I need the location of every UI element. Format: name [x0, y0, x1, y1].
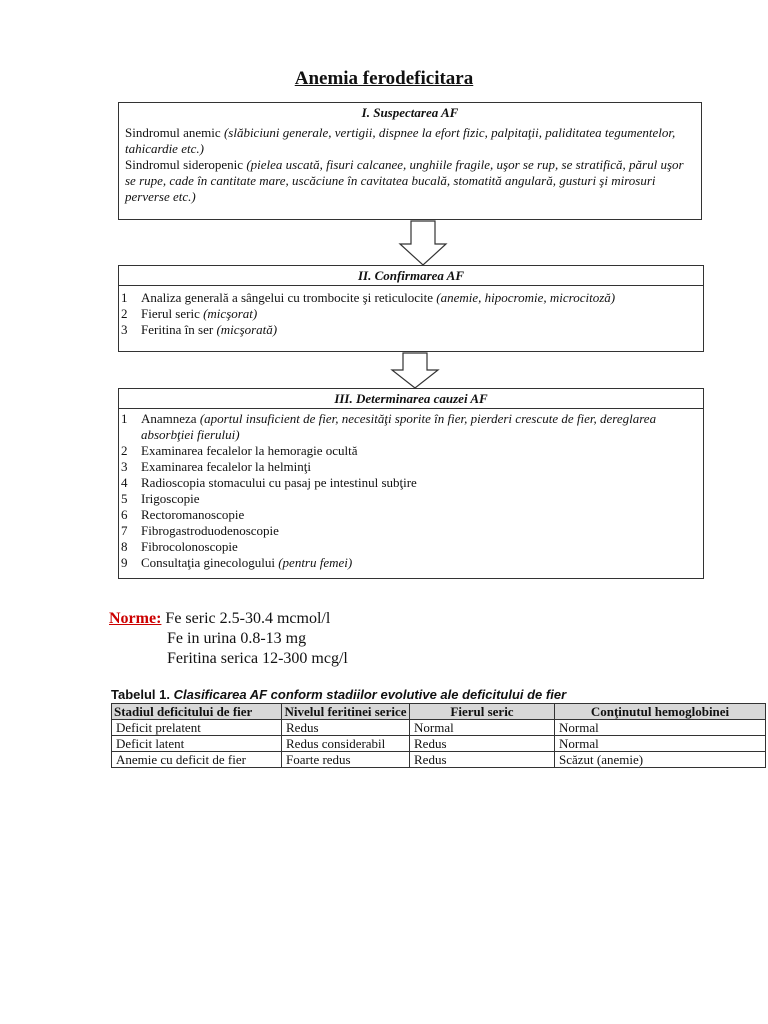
item-text: Anamneza	[141, 411, 200, 426]
item-text-wrap	[141, 555, 699, 571]
item-text-wrap	[141, 539, 699, 555]
item-number: 7	[121, 523, 128, 538]
classification-table	[111, 703, 766, 768]
cause-item	[121, 475, 699, 491]
item-text: Fibrogastroduodenoscopie	[141, 523, 279, 538]
item-text: Fibrocolonoscopie	[141, 539, 238, 554]
table-cell: Normal	[410, 720, 555, 736]
item-text-wrap	[141, 306, 699, 322]
table-cell: Anemie cu deficit de fier	[112, 752, 282, 768]
item-number: 2	[121, 443, 128, 458]
item-text-wrap	[141, 443, 699, 459]
item-number: 3	[121, 322, 128, 337]
sideropenic-syndrome	[125, 157, 695, 205]
item-number: 1	[121, 290, 128, 305]
confirmation-heading: II. Confirmarea AF	[119, 266, 703, 286]
norm-line: Feritina serica 12-300 mcg/l	[167, 650, 348, 667]
table-cell: Deficit latent	[112, 736, 282, 752]
table-row	[112, 736, 766, 752]
item-detail: (pentru femei)	[278, 555, 353, 570]
item-text: Consultaţia ginecologului	[141, 555, 279, 570]
item-text: Analiza generală a sângelui cu trombocite şi reticulocite	[141, 290, 437, 305]
table-cell: Redus considerabil	[282, 736, 410, 752]
norms	[109, 609, 348, 669]
item-text: Feritina în ser	[141, 322, 217, 337]
item-text: Fierul seric	[141, 306, 204, 321]
cause-item	[121, 555, 699, 571]
item-detail: (micşorat)	[203, 306, 258, 321]
item-number: 8	[121, 539, 128, 554]
item-text-wrap	[141, 507, 699, 523]
norms-label: Norme:	[109, 610, 162, 627]
sideropenic-syndrome-detail: (pielea uscată, fisuri calcanee, unghiile fragile, uşor se rup, se stratifică, părul uşor se rupe, cade în cantitate mare, uscăciune în cavitatea bucală, stomatită angulară, gusturi şi mirosuri perverse etc.)	[125, 157, 684, 204]
table-cell: Normal	[555, 720, 766, 736]
table-cell: Scăzut (anemie)	[555, 752, 766, 768]
table-header: Stadiul deficitului de fier	[112, 704, 282, 720]
item-text-wrap	[141, 411, 699, 443]
suspicion-box	[118, 102, 702, 220]
item-detail: (micşorată)	[216, 322, 278, 337]
cause-heading: III. Determinarea cauzei AF	[119, 389, 703, 409]
cause-item	[121, 539, 699, 555]
cause-box	[118, 388, 704, 579]
confirmation-item	[121, 306, 699, 322]
item-text: Irigoscopie	[141, 491, 200, 506]
table-row	[112, 752, 766, 768]
sideropenic-syndrome-label: Sindromul sideropenic	[125, 157, 247, 172]
confirmation-item	[121, 290, 699, 306]
table-cell: Redus	[282, 720, 410, 736]
item-text-wrap	[141, 491, 699, 507]
table-header: Conţinutul hemoglobinei	[555, 704, 766, 720]
page-title: Anemia ferodeficitara	[294, 68, 474, 89]
norm-line: Fe seric 2.5-30.4 mcmol/l	[165, 610, 331, 627]
table-cell: Normal	[555, 736, 766, 752]
item-text: Rectoromanoscopie	[141, 507, 245, 522]
anemic-syndrome	[125, 125, 695, 157]
confirmation-box	[118, 265, 704, 352]
item-text-wrap	[141, 523, 699, 539]
table-header-row	[112, 704, 766, 720]
anemic-syndrome-label: Sindromul anemic	[125, 125, 224, 140]
table-caption-text: Clasificarea AF conform stadiilor evolutive ale deficitului de fier	[173, 687, 567, 702]
table-header: Fierul seric	[410, 704, 555, 720]
down-arrow-icon	[390, 352, 440, 389]
item-text: Radioscopia stomacului cu pasaj pe intestinul subţire	[141, 475, 417, 490]
item-number: 9	[121, 555, 128, 570]
item-text: Examinarea fecalelor la hemoragie ocultă	[141, 443, 358, 458]
table-cell: Foarte redus	[282, 752, 410, 768]
norm-line: Fe in urina 0.8-13 mg	[167, 630, 307, 647]
down-arrow-icon	[398, 220, 448, 266]
table-row	[112, 720, 766, 736]
table-caption-number: Tabelul 1.	[111, 687, 174, 702]
table-cell: Redus	[410, 752, 555, 768]
item-number: 6	[121, 507, 128, 522]
cause-item	[121, 491, 699, 507]
table-header: Nivelul feritinei serice	[282, 704, 410, 720]
table-cell: Redus	[410, 736, 555, 752]
cause-item	[121, 507, 699, 523]
item-detail: (anemie, hipocromie, microcitoză)	[436, 290, 616, 305]
item-text-wrap	[141, 459, 699, 475]
item-text-wrap	[141, 322, 699, 338]
item-number: 4	[121, 475, 128, 490]
cause-item	[121, 443, 699, 459]
item-text-wrap	[141, 290, 699, 306]
suspicion-heading: I. Suspectarea AF	[361, 105, 459, 120]
item-text-wrap	[141, 475, 699, 491]
item-text: Examinarea fecalelor la helminţi	[141, 459, 311, 474]
cause-item	[121, 523, 699, 539]
item-number: 1	[121, 411, 128, 426]
item-number: 2	[121, 306, 128, 321]
cause-item	[121, 411, 699, 443]
item-detail: (aportul insuficient de fier, necesităţi sporite în fier, pierderi crescute de fier, dereglarea absorbţiei fierului)	[141, 411, 657, 442]
table-cell: Deficit prelatent	[112, 720, 282, 736]
item-number: 3	[121, 459, 128, 474]
anemic-syndrome-detail: (slăbiciuni generale, vertigii, dispnee la efort fizic, palpitaţii, paliditatea tegumentelor, tahicardie etc.)	[125, 125, 676, 156]
table-caption	[111, 687, 566, 702]
confirmation-item	[121, 322, 699, 338]
cause-item	[121, 459, 699, 475]
item-number: 5	[121, 491, 128, 506]
